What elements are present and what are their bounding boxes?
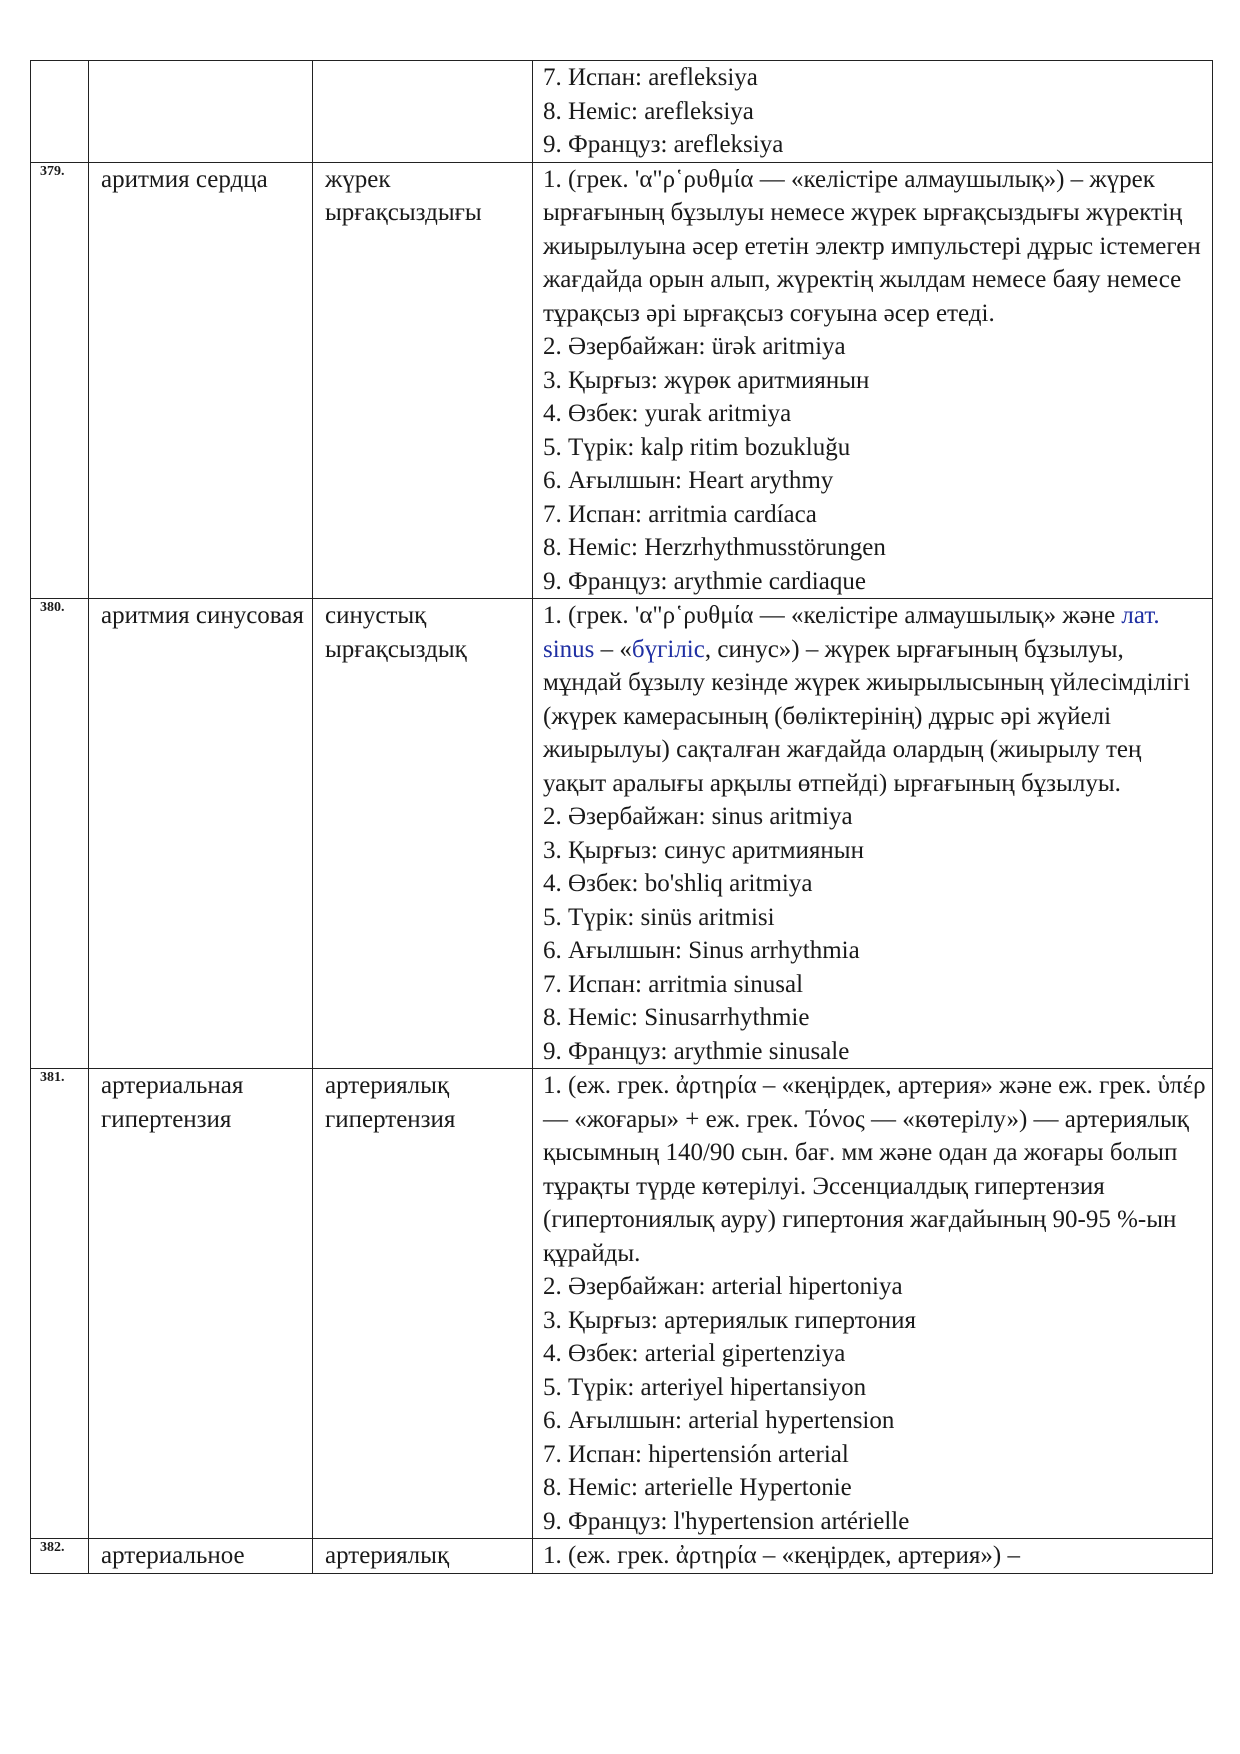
entry-number: 381.	[31, 1069, 89, 1539]
translation-line: 8. Неміс: arefleksiya	[543, 97, 754, 125]
definition-cell	[533, 1069, 1213, 1539]
gloss-link[interactable]: бүгіліс	[631, 635, 705, 663]
russian-term: артериальная гипертензия	[89, 1069, 313, 1539]
definition-part: 1. (грек. 'α"ρ῾ρυθμία — «келістіре алмаушылық» және	[543, 602, 1122, 629]
definition-text	[543, 599, 1206, 800]
kazakh-term: жүрек ырғақсыздығы	[313, 162, 533, 599]
translation-line: 7. Испан: arritmia cardíaca	[543, 500, 817, 528]
translation-line: 4. Өзбек: arterial gipertenziya	[543, 1340, 846, 1367]
translation-line: 9. Француз: arefleksiya	[543, 131, 784, 158]
kazakh-term	[313, 61, 533, 163]
kazakh-term: синустық ырғақсыздық	[313, 599, 533, 1069]
russian-term: артериальное	[89, 1539, 313, 1574]
translation-line: 5. Түрік: kalp ritim bozukluğu	[543, 433, 851, 461]
translation-line: 2. Әзербайжан: ürək aritmiya	[543, 333, 846, 360]
definition-part: , синус») – жүрек ырғағының бұзылуы, мұндай бұзылу кезінде жүрек жиырылысының үйлесімділігі (жүрек камерасының (бөліктерінің) дұрыс әрі жүйелі жиырылуы) сақталған жағдайда олардың (жиырылу тең уақыт аралығы арқылы өтпейді) ырғағының бұзылуы.	[543, 635, 1191, 797]
russian-term: аритмия сердца	[89, 162, 313, 599]
definition-cell	[533, 599, 1213, 1069]
translation-line: 4. Өзбек: bo'shliq aritmiya	[543, 870, 813, 897]
table-row	[31, 162, 1213, 599]
entry-number: 380.	[31, 599, 89, 1069]
definition-text: 1. (грек. 'α"ρ῾ρυθμία — «келістіре алмаушылық») – жүрек ырғағының бұзылуы немесе жүрек ырғақсыздығы жүректің жиырылуына әсер ететін электр импульстері дұрыс істемеген жағдайда орын алып, жүректің жылдам немесе баяу немесе тұрақсыз әрі ырғақсыз соғуына әсер етеді.	[543, 165, 1201, 327]
translation-line: 3. Қырғыз: синус аритмиянын	[543, 836, 864, 864]
translation-line: 6. Ағылшын: arterial hypertension	[543, 1407, 895, 1434]
translation-line: 8. Неміс: Sinusarrhythmie	[543, 1004, 810, 1031]
translation-line: 3. Қырғыз: жүрөк аритмиянын	[543, 366, 870, 394]
latin-term-link[interactable]: лат. sinus	[543, 602, 1160, 663]
translation-line: 4. Өзбек: yurak aritmiya	[543, 400, 792, 427]
definition-text: 1. (еж. грек. ἀρτηρία – «кеңірдек, артерия» және еж. грек. ὑπέρ — «жоғары» + еж. грек. Τόνος — «көтерілу») — артериялық қысымның 140/90 сын. бағ. мм және одан да жоғары болып тұрақты түрде көтерілуі. Эссенциалдық гипертензия (гипертониялық ауру) гипертония жағдайының 90-95 %-ын құрайды.	[543, 1072, 1206, 1267]
translation-line: 8. Неміс: Herzrhythmusstörungen	[543, 534, 886, 561]
translation-line: 9. Француз: arythmie cardiaque	[543, 567, 866, 595]
definition-cell	[533, 1539, 1213, 1574]
table-row	[31, 1539, 1213, 1574]
translation-line: 6. Ағылшын: Sinus arrhythmia	[543, 937, 860, 964]
translation-line: 7. Испан: arritmia sinusal	[543, 970, 804, 998]
translation-line: 2. Әзербайжан: arterial hipertoniya	[543, 1273, 903, 1300]
translation-line: 3. Қырғыз: артериялык гипертония	[543, 1306, 917, 1334]
russian-term: аритмия синусовая	[89, 599, 313, 1069]
table-row	[31, 61, 1213, 163]
translation-line: 2. Әзербайжан: sinus aritmiya	[543, 803, 853, 830]
translation-line: 9. Француз: arythmie sinusale	[543, 1037, 850, 1065]
translation-line: 8. Неміс: arterielle Hypertonie	[543, 1474, 852, 1501]
translation-line: 7. Испан: arefleksiya	[543, 64, 758, 91]
translation-line: 5. Түрік: sinüs aritmisi	[543, 903, 775, 931]
russian-term	[89, 61, 313, 163]
translation-line: 5. Түрік: arteriyel hipertansiyon	[543, 1373, 867, 1401]
terminology-table	[30, 60, 1213, 1574]
entry-number	[31, 61, 89, 163]
translation-line: 6. Ағылшын: Heart arythmy	[543, 467, 834, 494]
definition-cell	[533, 61, 1213, 163]
definition-cell	[533, 162, 1213, 599]
kazakh-term: артериялық гипертензия	[313, 1069, 533, 1539]
translation-line: 9. Француз: l'hypertension artérielle	[543, 1507, 910, 1535]
kazakh-term: артериялық	[313, 1539, 533, 1574]
definition-part: – «	[594, 635, 632, 663]
table-row	[31, 1069, 1213, 1539]
table-row	[31, 599, 1213, 1069]
entry-number: 382.	[31, 1539, 89, 1574]
definition-text: 1. (еж. грек. ἀρτηρία – «кеңірдек, артерия») –	[543, 1542, 1021, 1569]
translation-line: 7. Испан: hipertensión arterial	[543, 1440, 849, 1468]
entry-number: 379.	[31, 162, 89, 599]
